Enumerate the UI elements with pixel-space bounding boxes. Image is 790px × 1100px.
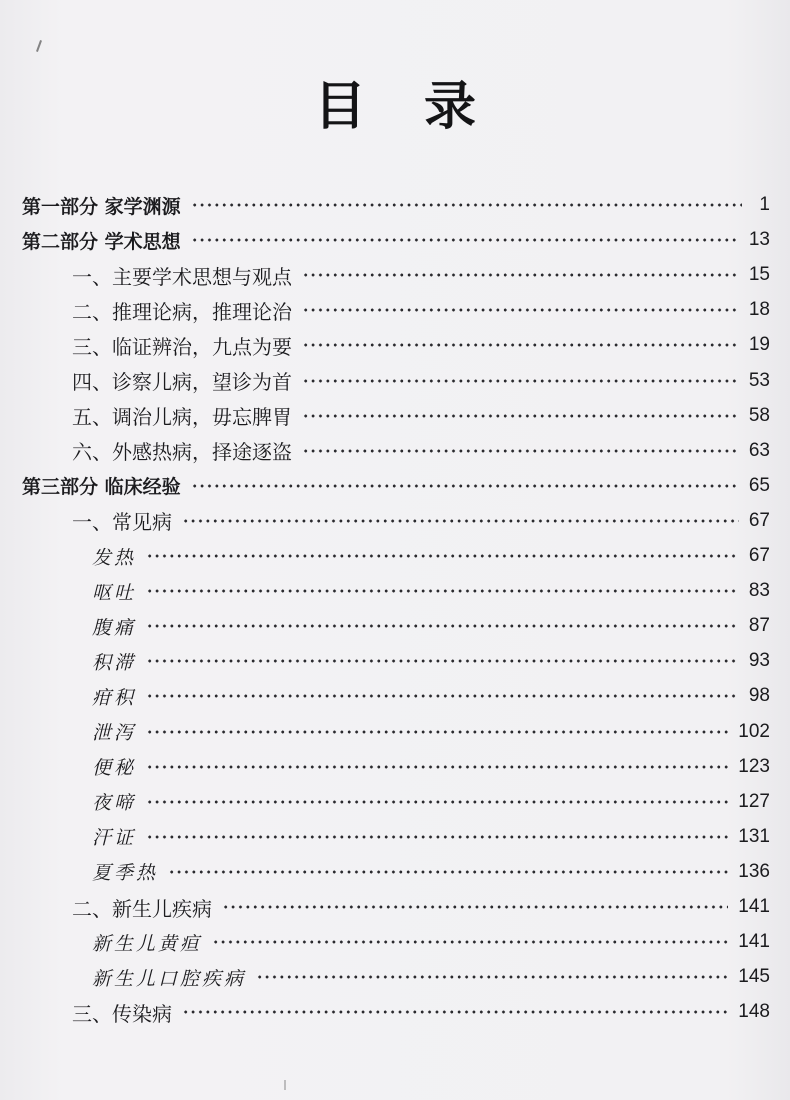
toc-entry-sub bbox=[92, 576, 770, 606]
toc-title: 目录 bbox=[313, 77, 534, 137]
dot-leader bbox=[146, 800, 728, 804]
dot-leader bbox=[146, 730, 728, 734]
toc-entry-section bbox=[72, 436, 770, 466]
toc-entry-label: 第三部分 临床经验 bbox=[22, 476, 181, 499]
toc-entry-sub bbox=[92, 962, 770, 992]
toc-entry-label: 五、调治儿病，毋忘脾胃 bbox=[72, 405, 292, 430]
toc-entry-sub bbox=[92, 717, 770, 747]
toc-entry-page-number: 102 bbox=[738, 720, 770, 742]
toc-entry-section bbox=[72, 892, 770, 922]
toc-entry-sub bbox=[92, 857, 770, 887]
toc-entry-page-number: 131 bbox=[738, 825, 770, 847]
toc-entry-section bbox=[72, 295, 770, 325]
toc-entry-section bbox=[72, 330, 770, 360]
toc-entry-page-number: 13 bbox=[748, 229, 770, 251]
toc-entry-page-number: 123 bbox=[738, 755, 770, 777]
toc-entry-sub bbox=[92, 611, 770, 641]
dot-leader bbox=[191, 238, 739, 242]
toc-entry-sub bbox=[92, 822, 770, 852]
dot-leader bbox=[146, 624, 739, 628]
toc-entry-label: 第二部分 学术思想 bbox=[22, 230, 181, 253]
toc-entry-label: 四、诊察儿病，望诊为首 bbox=[72, 370, 292, 394]
dot-leader bbox=[182, 519, 739, 523]
toc-entry-section bbox=[72, 401, 770, 431]
toc-entry-page-number: 145 bbox=[738, 966, 770, 988]
toc-entry-page-number: 1 bbox=[759, 194, 770, 215]
toc-entry-label: 一、常见病 bbox=[72, 510, 172, 535]
dot-leader bbox=[212, 940, 728, 944]
toc-entry-label: 汗证 bbox=[92, 827, 137, 850]
toc-entry-page-number: 15 bbox=[748, 264, 770, 286]
dot-leader bbox=[146, 835, 728, 839]
dot-leader bbox=[146, 694, 739, 698]
toc-entry-page-number: 98 bbox=[748, 685, 770, 707]
dot-leader bbox=[146, 589, 739, 593]
toc-entry-label: 六、外感热病，择途逐盗 bbox=[72, 440, 292, 465]
toc-entry-section bbox=[72, 366, 770, 396]
dot-leader bbox=[146, 765, 728, 769]
toc-entry-part bbox=[22, 190, 770, 220]
toc-entry-label: 泄泻 bbox=[92, 722, 137, 744]
toc-entry-page-number: 53 bbox=[748, 369, 770, 391]
page-bottom-mark bbox=[284, 1080, 286, 1090]
dot-leader bbox=[146, 554, 739, 558]
toc-entry-section bbox=[72, 260, 770, 290]
toc-entry-page-number: 148 bbox=[738, 1001, 770, 1023]
toc-entry-sub bbox=[92, 541, 770, 571]
dot-leader bbox=[302, 379, 739, 383]
toc-entry-page-number: 127 bbox=[738, 790, 770, 812]
toc-entry-section bbox=[72, 997, 770, 1027]
toc-entry-section bbox=[72, 506, 770, 536]
dot-leader bbox=[191, 203, 742, 207]
toc-entry-page-number: 65 bbox=[748, 474, 770, 496]
dot-leader bbox=[191, 484, 739, 488]
toc-entry-page-number: 18 bbox=[748, 299, 770, 321]
toc-entry-label: 积滞 bbox=[92, 651, 137, 674]
toc-entry-page-number: 58 bbox=[748, 404, 770, 426]
toc-entry-page-number: 136 bbox=[738, 860, 770, 882]
toc-entry-page-number: 63 bbox=[748, 439, 770, 461]
dot-leader bbox=[222, 905, 728, 909]
toc-entry-label: 三、传染病 bbox=[72, 1001, 172, 1026]
toc-entry-page-number: 19 bbox=[748, 334, 770, 356]
dot-leader bbox=[302, 414, 739, 418]
toc-entry-label: 二、新生儿疾病 bbox=[72, 896, 212, 921]
toc-entry-page-number: 141 bbox=[738, 931, 770, 953]
toc-entry-sub bbox=[92, 646, 770, 676]
toc-entry-page-number: 83 bbox=[748, 580, 770, 602]
toc-entry-label: 夏季热 bbox=[92, 862, 159, 885]
toc-entry-label: 三、临证辨治，九点为要 bbox=[72, 334, 292, 359]
toc-entry-part bbox=[22, 471, 770, 501]
toc-entry-sub bbox=[92, 927, 770, 957]
toc-entry-label: 二、推理论病，推理论治 bbox=[72, 299, 292, 324]
dot-leader bbox=[256, 975, 728, 979]
toc-entry-label: 发热 bbox=[92, 546, 137, 569]
toc-entry-label: 便秘 bbox=[92, 757, 137, 780]
dot-leader bbox=[302, 449, 739, 453]
toc-entry-label: 夜啼 bbox=[92, 792, 137, 815]
dot-leader bbox=[302, 273, 739, 277]
toc-entry-label: 呕吐 bbox=[92, 581, 137, 604]
toc-entry-sub bbox=[92, 681, 770, 711]
dot-leader bbox=[182, 1010, 728, 1014]
toc-entry-label: 一、主要学术思想与观点 bbox=[72, 264, 292, 289]
toc-entry-label: 新生儿口腔疾病 bbox=[92, 967, 247, 990]
toc-entry-page-number: 67 bbox=[748, 545, 770, 566]
toc-entry-label: 新生儿黄疸 bbox=[92, 932, 203, 955]
toc-entry-label: 腹痛 bbox=[92, 616, 137, 639]
toc-entry-label: 第一部分 家学渊源 bbox=[22, 195, 181, 218]
toc-entry-sub bbox=[92, 752, 770, 782]
toc-entry-part bbox=[22, 225, 770, 255]
dot-leader bbox=[302, 343, 739, 347]
toc-entry-page-number: 87 bbox=[748, 615, 770, 637]
toc-entry-page-number: 141 bbox=[738, 896, 770, 917]
toc-entry-sub bbox=[92, 787, 770, 817]
dot-leader bbox=[302, 308, 739, 312]
toc-entry-page-number: 67 bbox=[748, 509, 770, 531]
toc-entry-page-number: 93 bbox=[748, 650, 770, 672]
dot-leader bbox=[168, 870, 728, 874]
dot-leader bbox=[146, 659, 739, 663]
toc-entry-label: 疳积 bbox=[92, 686, 137, 709]
